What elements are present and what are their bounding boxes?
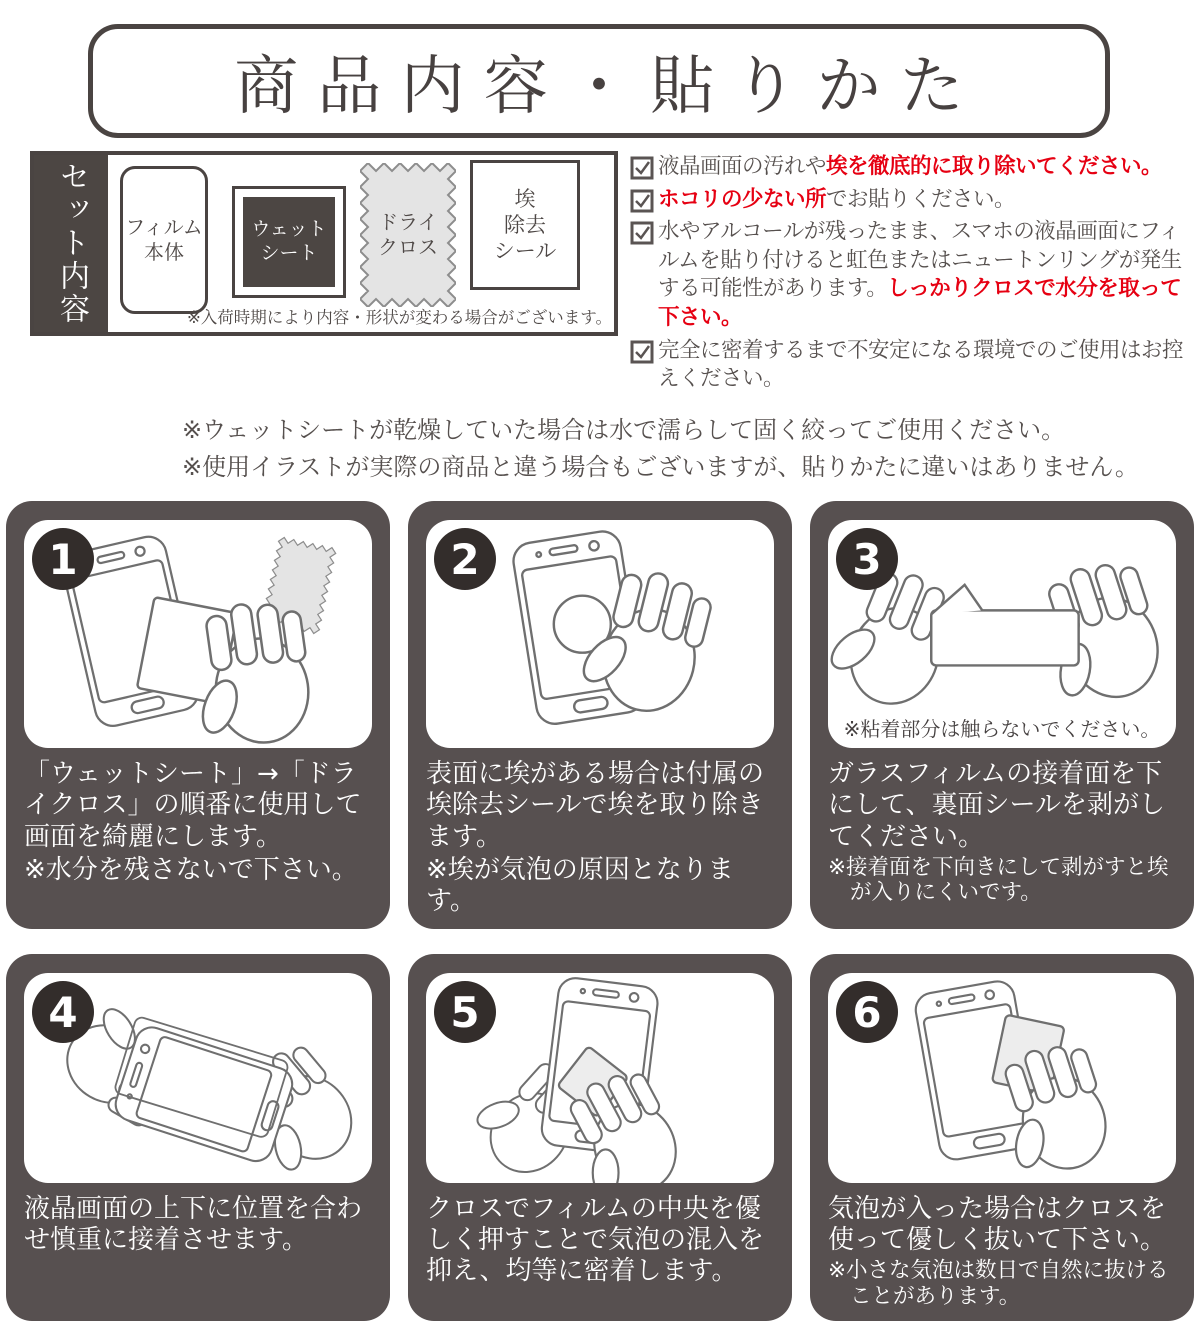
step-number-badge: 4 — [32, 981, 94, 1043]
step-panel-1 — [6, 501, 390, 929]
step-4-illustration-box — [24, 973, 372, 1183]
checklist-item — [630, 153, 1190, 182]
step-caption: 気泡が入った場合はクロスを使って優しく抜いて下さい。 — [828, 1194, 1167, 1256]
top-row — [30, 151, 1190, 398]
step-number-badge: 6 — [836, 981, 898, 1043]
set-item-dry-cloth — [360, 163, 456, 307]
check-text-normal: 液晶画面の汚れや — [658, 154, 827, 179]
set-item-film-body — [120, 166, 208, 314]
step-3-inner-note: ※粘着部分は触らないでください。 — [843, 717, 1161, 742]
checklist-item — [630, 186, 1190, 215]
check-text-warning: しっかりクロスで水分を取って下さい。 — [658, 276, 1182, 330]
general-note-1: ※ウェットシートが乾燥していた場合は水で濡らして固く絞ってご使用ください。 — [182, 415, 1066, 444]
film-body-line1: フィルム — [125, 215, 203, 239]
general-note-2: ※使用イラストが実際の商品と違う場合もございますが、貼りかたに違いはありません。 — [182, 452, 1139, 481]
checkbox-checked-icon — [630, 340, 654, 364]
step-caption: 「ウェットシート」→「ドライクロス」の順番に使用して画面を綺麗にします。 — [24, 759, 362, 852]
step-2-illustration-box — [426, 520, 774, 748]
step-number-badge: 3 — [836, 528, 898, 590]
steps-grid — [6, 501, 1194, 1321]
set-contents-note: ※入荷時期により内容・形状が変わる場合がございます。 — [186, 308, 612, 327]
step-note: ※小さな気泡は数日で自然に抜けることがあります。 — [828, 1258, 1169, 1309]
step-6-illustration-box — [828, 973, 1176, 1183]
check-text-warning: ホコリの少ない所 — [658, 186, 827, 212]
dust-seal-line1: 埃 — [514, 186, 536, 211]
checklist — [630, 151, 1190, 398]
page-title: 商品内容・貼りかた — [234, 50, 983, 124]
step-panel-2 — [408, 501, 792, 929]
dust-seal-line3: シール — [493, 239, 557, 264]
set-contents-box — [30, 151, 618, 336]
dry-cloth-line1: ドライ — [378, 210, 438, 234]
wet-sheet-swatch — [243, 197, 335, 287]
step-note: ※水分を残さないで下さい。 — [24, 854, 358, 885]
set-item-wet-sheet — [232, 186, 346, 298]
step-number-badge: 2 — [434, 528, 496, 590]
wet-sheet-line2: シート — [260, 242, 318, 264]
wet-sheet-line1: ウェット — [251, 218, 327, 241]
step-caption: 液晶画面の上下に位置を合わせ慎重に接着させます。 — [24, 1194, 363, 1256]
step-note: ※埃が気泡の原因となります。 — [426, 854, 734, 916]
checklist-item — [630, 337, 1190, 394]
step-note: ※接着面を下向きにして剥がすと埃が入りにくいです。 — [828, 854, 1169, 906]
check-text-normal: でお貼りください。 — [826, 186, 1016, 212]
set-item-dust-seal — [470, 160, 580, 290]
check-text-normal: 水やアルコールが残ったまま、スマホの液晶画面にフィルムを貼り付けると虹色またはニュートンリングが発生する可能性があります。 — [658, 219, 1182, 302]
set-contents-label: セット内容 — [34, 155, 108, 332]
step-number-badge: 5 — [434, 981, 496, 1043]
step-5-illustration-box — [426, 973, 774, 1183]
step-1-illustration-box — [24, 520, 372, 748]
step-panel-5 — [408, 954, 792, 1321]
step-panel-4 — [6, 954, 390, 1321]
step-panel-6 — [810, 954, 1194, 1321]
check-text-warning: 埃を徹底的に取り除いてください。 — [826, 154, 1163, 179]
film-body-line2: 本体 — [143, 240, 184, 264]
checkbox-checked-icon — [630, 156, 654, 180]
dust-seal-line2: 除去 — [504, 212, 546, 237]
check-text-normal: 完全に密着するまで不安定になる環境でのご使用はお控えください。 — [658, 337, 1184, 392]
step-caption: クロスでフィルムの中央を優しく押すことで気泡の混入を抑え、均等に密着します。 — [426, 1194, 765, 1287]
step-3-illustration-box — [828, 520, 1176, 748]
page-title-box — [88, 24, 1110, 138]
set-contents-items — [108, 155, 614, 332]
checkbox-checked-icon — [630, 221, 654, 245]
step-number-badge: 1 — [32, 528, 94, 590]
checklist-item — [630, 218, 1190, 332]
step-caption: ガラスフィルムの接着面を下にして、裏面シールを剥がしてください。 — [828, 759, 1165, 852]
dry-cloth-line2: クロス — [378, 235, 438, 259]
step-caption: 表面に埃がある場合は付属の埃除去シールで埃を取り除きます。 — [426, 759, 765, 852]
checkbox-checked-icon — [630, 189, 654, 213]
step-panel-3 — [810, 501, 1194, 929]
general-notes — [182, 412, 1200, 486]
